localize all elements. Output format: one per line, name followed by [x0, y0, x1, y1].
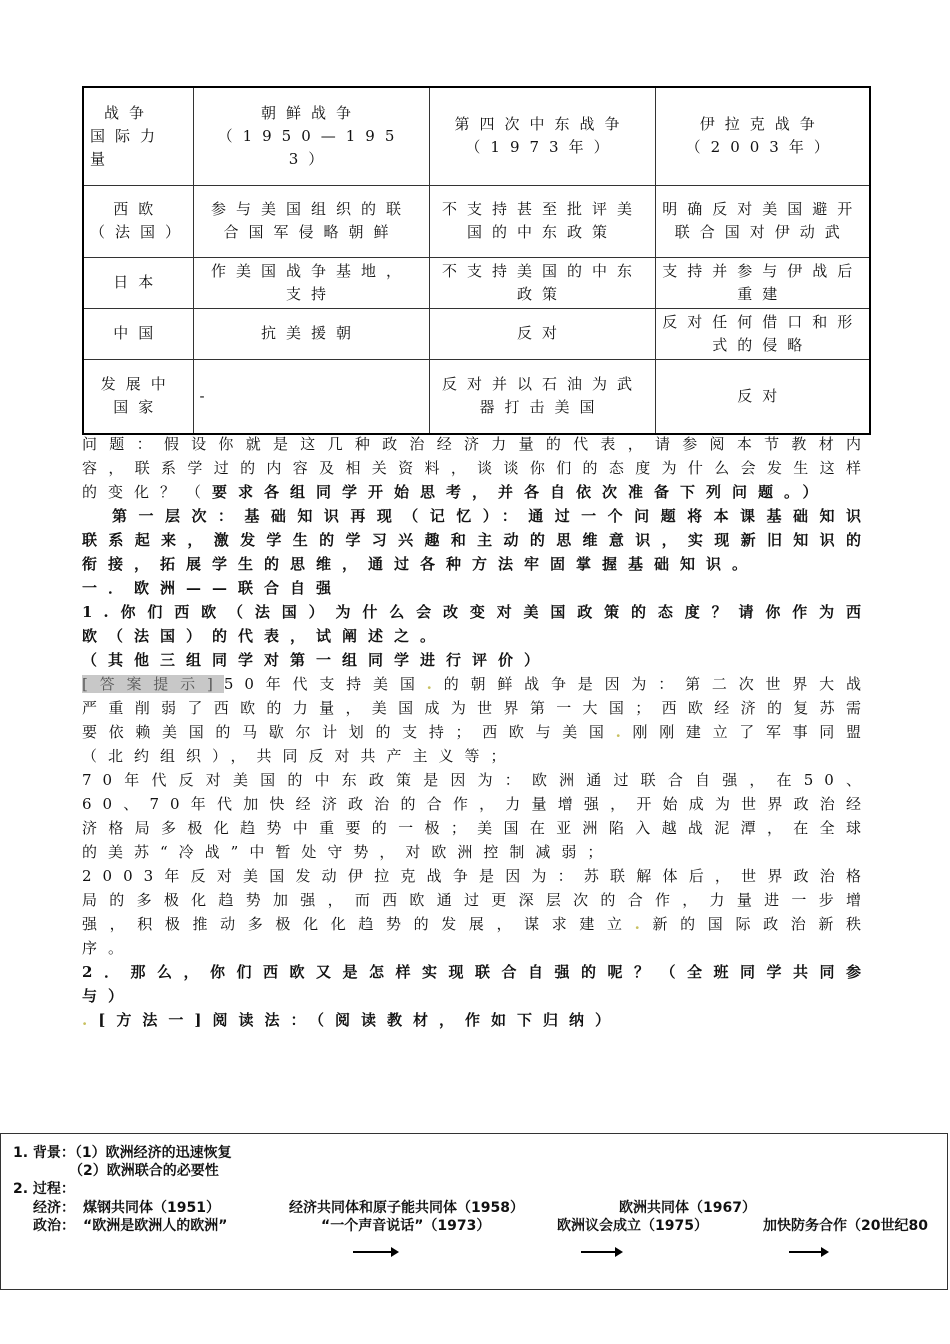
arrow-right-icon — [353, 1251, 397, 1253]
table-cell: 反对 — [429, 308, 655, 359]
marker-dot: . — [634, 915, 651, 933]
question-one: 1.你们西欧（法国）为什么会改变对美国政策的态度？请你作为西欧（法国）的代表，试阐述之。 — [82, 603, 872, 645]
politics-step-3: 欧洲议会成立（1975） — [557, 1218, 708, 1234]
table-cell: 明确反对美国避开联合国对伊动武 — [655, 185, 870, 257]
lesson-text — [82, 432, 872, 1032]
level-one-paragraph: 第一层次：基础知识再现（记忆）：通过一个问题将本课基础知识联系起来，激发学生的学习兴趣和主动的思维意识，实现新旧知识的衔接，拓展学生的思维，通过各种方法牢固掌握基础知识。 — [82, 507, 872, 573]
politics-step-2: “一个声音说话”（1973） — [321, 1218, 491, 1234]
table-cell: 支持并参与伊战后重建 — [655, 257, 870, 308]
method-text: 阅读法：（阅读教材，作如下归纳） — [212, 1011, 621, 1029]
table-cell: - — [193, 359, 429, 434]
table-cell: 抗美援朝 — [193, 308, 429, 359]
economy-step-1: 煤钢共同体（1951） — [83, 1200, 220, 1216]
header-iraq-war — [655, 87, 870, 185]
header-mideast-war: 第四次中东战争（1973年） — [429, 87, 655, 185]
section-heading: 一．欧洲——联合自强 — [82, 579, 343, 597]
answer-text: 50年代支持美国 — [223, 675, 427, 693]
table-header-row — [83, 87, 870, 185]
answer-text: 新的国际政治新秩序。 — [82, 915, 872, 957]
question-text: 问题：假设你就是这几种政治经济力量的代表，请参阅本节教材内容，联系学过的内容及相关资料，谈谈你们的态度为什么会发生这样的变化？（ — [82, 435, 872, 501]
question-instruction: 要求各组同学开始思考，并各自依次准备下列问题。） — [212, 483, 829, 501]
answer-paragraph-2003 — [82, 864, 872, 960]
answer-text: 2003年反对美国发动伊拉克战争是因为：苏联解体后，世界政治格局的多极化趋势加强，而西欧通过更深层次的合作，力量进一步增强，积极推动多极化化趋势的发展，谋求建立 — [82, 867, 872, 933]
method-line — [82, 1008, 872, 1032]
marker-dot: . — [615, 723, 632, 741]
politics-step-1: “欧洲是欧洲人的欧洲” — [83, 1218, 228, 1234]
question-two: 2．那么，你们西欧又是怎样实现联合自强的呢？（全班同学共同参与） — [82, 963, 872, 1005]
table-cell: 参与美国组织的联合国军侵略朝鲜 — [193, 185, 429, 257]
arrow-right-icon — [789, 1251, 827, 1253]
table-cell: 作美国战争基地，支持 — [193, 257, 429, 308]
answer-paragraph-70s: 70年代反对美国的中东政策是因为：欧洲通过联合自强，在50、60、70年代加快经济政治的合作，力量增强，开始成为世界政治经济格局多极化趋势中重要的一极；美国在亚洲陷入越战泥潭，在全球的美苏“冷战”中暂处守势，对欧洲控制减弱； — [82, 771, 872, 861]
process-label: 2. 过程： — [13, 1181, 75, 1197]
answer-text: 的朝鲜战争是因为：第二次世界大战严重削弱了西欧的力量，美国成为世界第一大国；西欧经济的复苏需要依赖美国的马歇尔计划的支持；西欧与美国 — [82, 675, 872, 741]
table-cell: 不支持美国的中东政策 — [429, 257, 655, 308]
row-label: 发展中国家 — [83, 359, 193, 434]
background-line-1: 1. 背景：（1）欧洲经济的迅速恢复 — [13, 1145, 232, 1161]
table-row — [83, 257, 870, 308]
question-paragraph — [82, 432, 872, 504]
table-cell: 不支持甚至批评美国的中东政策 — [429, 185, 655, 257]
summary-box — [0, 1133, 948, 1290]
korean-war-years: （1950—1953） — [217, 126, 405, 168]
iraq-war-years: （2003年） — [685, 138, 839, 157]
economy-step-3: 欧洲共同体（1967） — [619, 1200, 756, 1216]
corner-force-label: 国际力量 — [90, 126, 166, 168]
row-label: 西欧（法国） — [83, 185, 193, 257]
politics-label: 政治： — [33, 1218, 75, 1234]
table-cell: 反对并以石油为武器打击美国 — [429, 359, 655, 434]
answer-text: 刚刚建立了军事同盟（北约组织），共同反对共产主义等； — [82, 723, 872, 765]
question-one-evaluation: （其他三组同学对第一组同学进行评价） — [82, 651, 551, 669]
economy-step-2: 经济共同体和原子能共同体（1958） — [289, 1200, 524, 1216]
answer-paragraph-50s — [82, 672, 872, 768]
iraq-war-title: 伊拉克战争 — [699, 115, 825, 134]
marker-dot: . — [426, 675, 443, 693]
corner-war-label: 战争 — [104, 103, 155, 122]
row-label: 日本 — [83, 257, 193, 308]
korean-war-title: 朝鲜战争 — [260, 103, 361, 122]
politics-step-4: 加快防务合作（20世纪80 — [763, 1218, 928, 1234]
economy-label: 经济： — [33, 1200, 75, 1216]
table-cell: 反对任何借口和形式的侵略 — [655, 308, 870, 359]
header-korean-war — [193, 87, 429, 185]
marker-dot: . — [82, 1011, 99, 1029]
background-line-2: （2）欧洲联合的必要性 — [69, 1163, 219, 1179]
comparison-table — [82, 86, 871, 435]
table-row — [83, 359, 870, 434]
arrow-right-icon — [581, 1251, 621, 1253]
method-label: [方法一] — [98, 1011, 213, 1029]
table-row — [83, 185, 870, 257]
table-cell: 反对 — [655, 359, 870, 434]
row-label: 中国 — [83, 308, 193, 359]
corner-header-cell — [83, 87, 193, 185]
answer-hint-label: [答案提示] — [82, 675, 224, 693]
table-row — [83, 308, 870, 359]
